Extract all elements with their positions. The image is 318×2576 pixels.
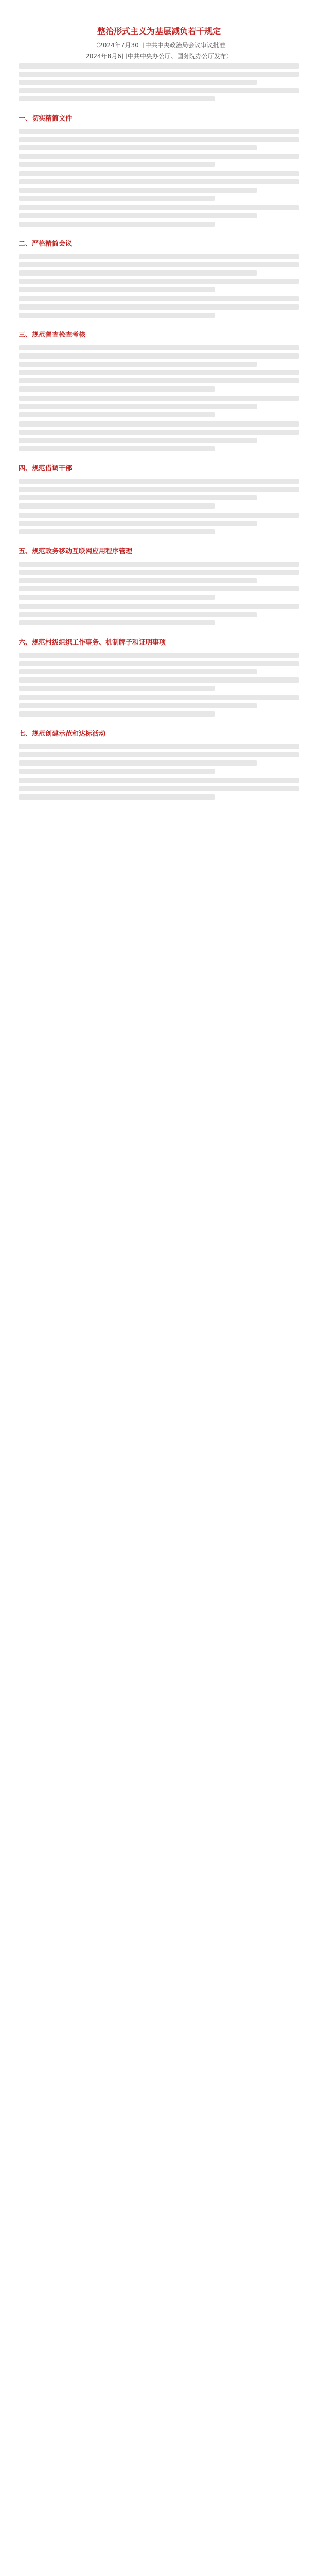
paragraph: [19, 254, 299, 292]
paragraph: [19, 421, 299, 451]
paragraph: [19, 604, 299, 625]
paragraph: [19, 296, 299, 318]
paragraph: [19, 205, 299, 227]
section-5: [19, 541, 299, 625]
date-line-1: （2024年7月30日中共中央政治局会议审议批准: [93, 42, 225, 49]
section-title-4: 四、规范借调干部: [19, 465, 73, 472]
paragraph: [19, 396, 299, 417]
section-4: [19, 459, 299, 534]
paragraph: [19, 345, 299, 392]
document-title: 整治形式主义为基层减负若干规定: [97, 26, 221, 36]
section-title-6: 六、规范村级组织工作事务、机制牌子和证明事项: [19, 639, 166, 647]
section-3: [19, 325, 299, 451]
paragraph: [19, 653, 299, 691]
section-title-7: 七、规范创建示范和达标活动: [19, 730, 106, 738]
section-2: [19, 234, 299, 318]
paragraph: [19, 744, 299, 774]
paragraph: [19, 129, 299, 167]
section-6: [19, 633, 299, 717]
paragraph: [19, 778, 299, 800]
intro-paragraph: [19, 63, 299, 101]
paragraph: [19, 479, 299, 509]
paragraph: [19, 513, 299, 534]
section-7: [19, 724, 299, 800]
paragraph: [19, 562, 299, 600]
section-1: [19, 109, 299, 227]
paragraph: [19, 171, 299, 201]
section-title-2: 二、严格精简会议: [19, 240, 73, 248]
section-title-3: 三、规范督查检查考核: [19, 331, 86, 339]
paragraph: [19, 695, 299, 717]
section-title-5: 五、规范政务移动互联网应用程序管理: [19, 548, 133, 555]
date-line-2: 2024年8月6日中共中央办公厅、国务院办公厅发布）: [85, 53, 233, 60]
section-title-1: 一、切实精简文件: [19, 115, 73, 123]
